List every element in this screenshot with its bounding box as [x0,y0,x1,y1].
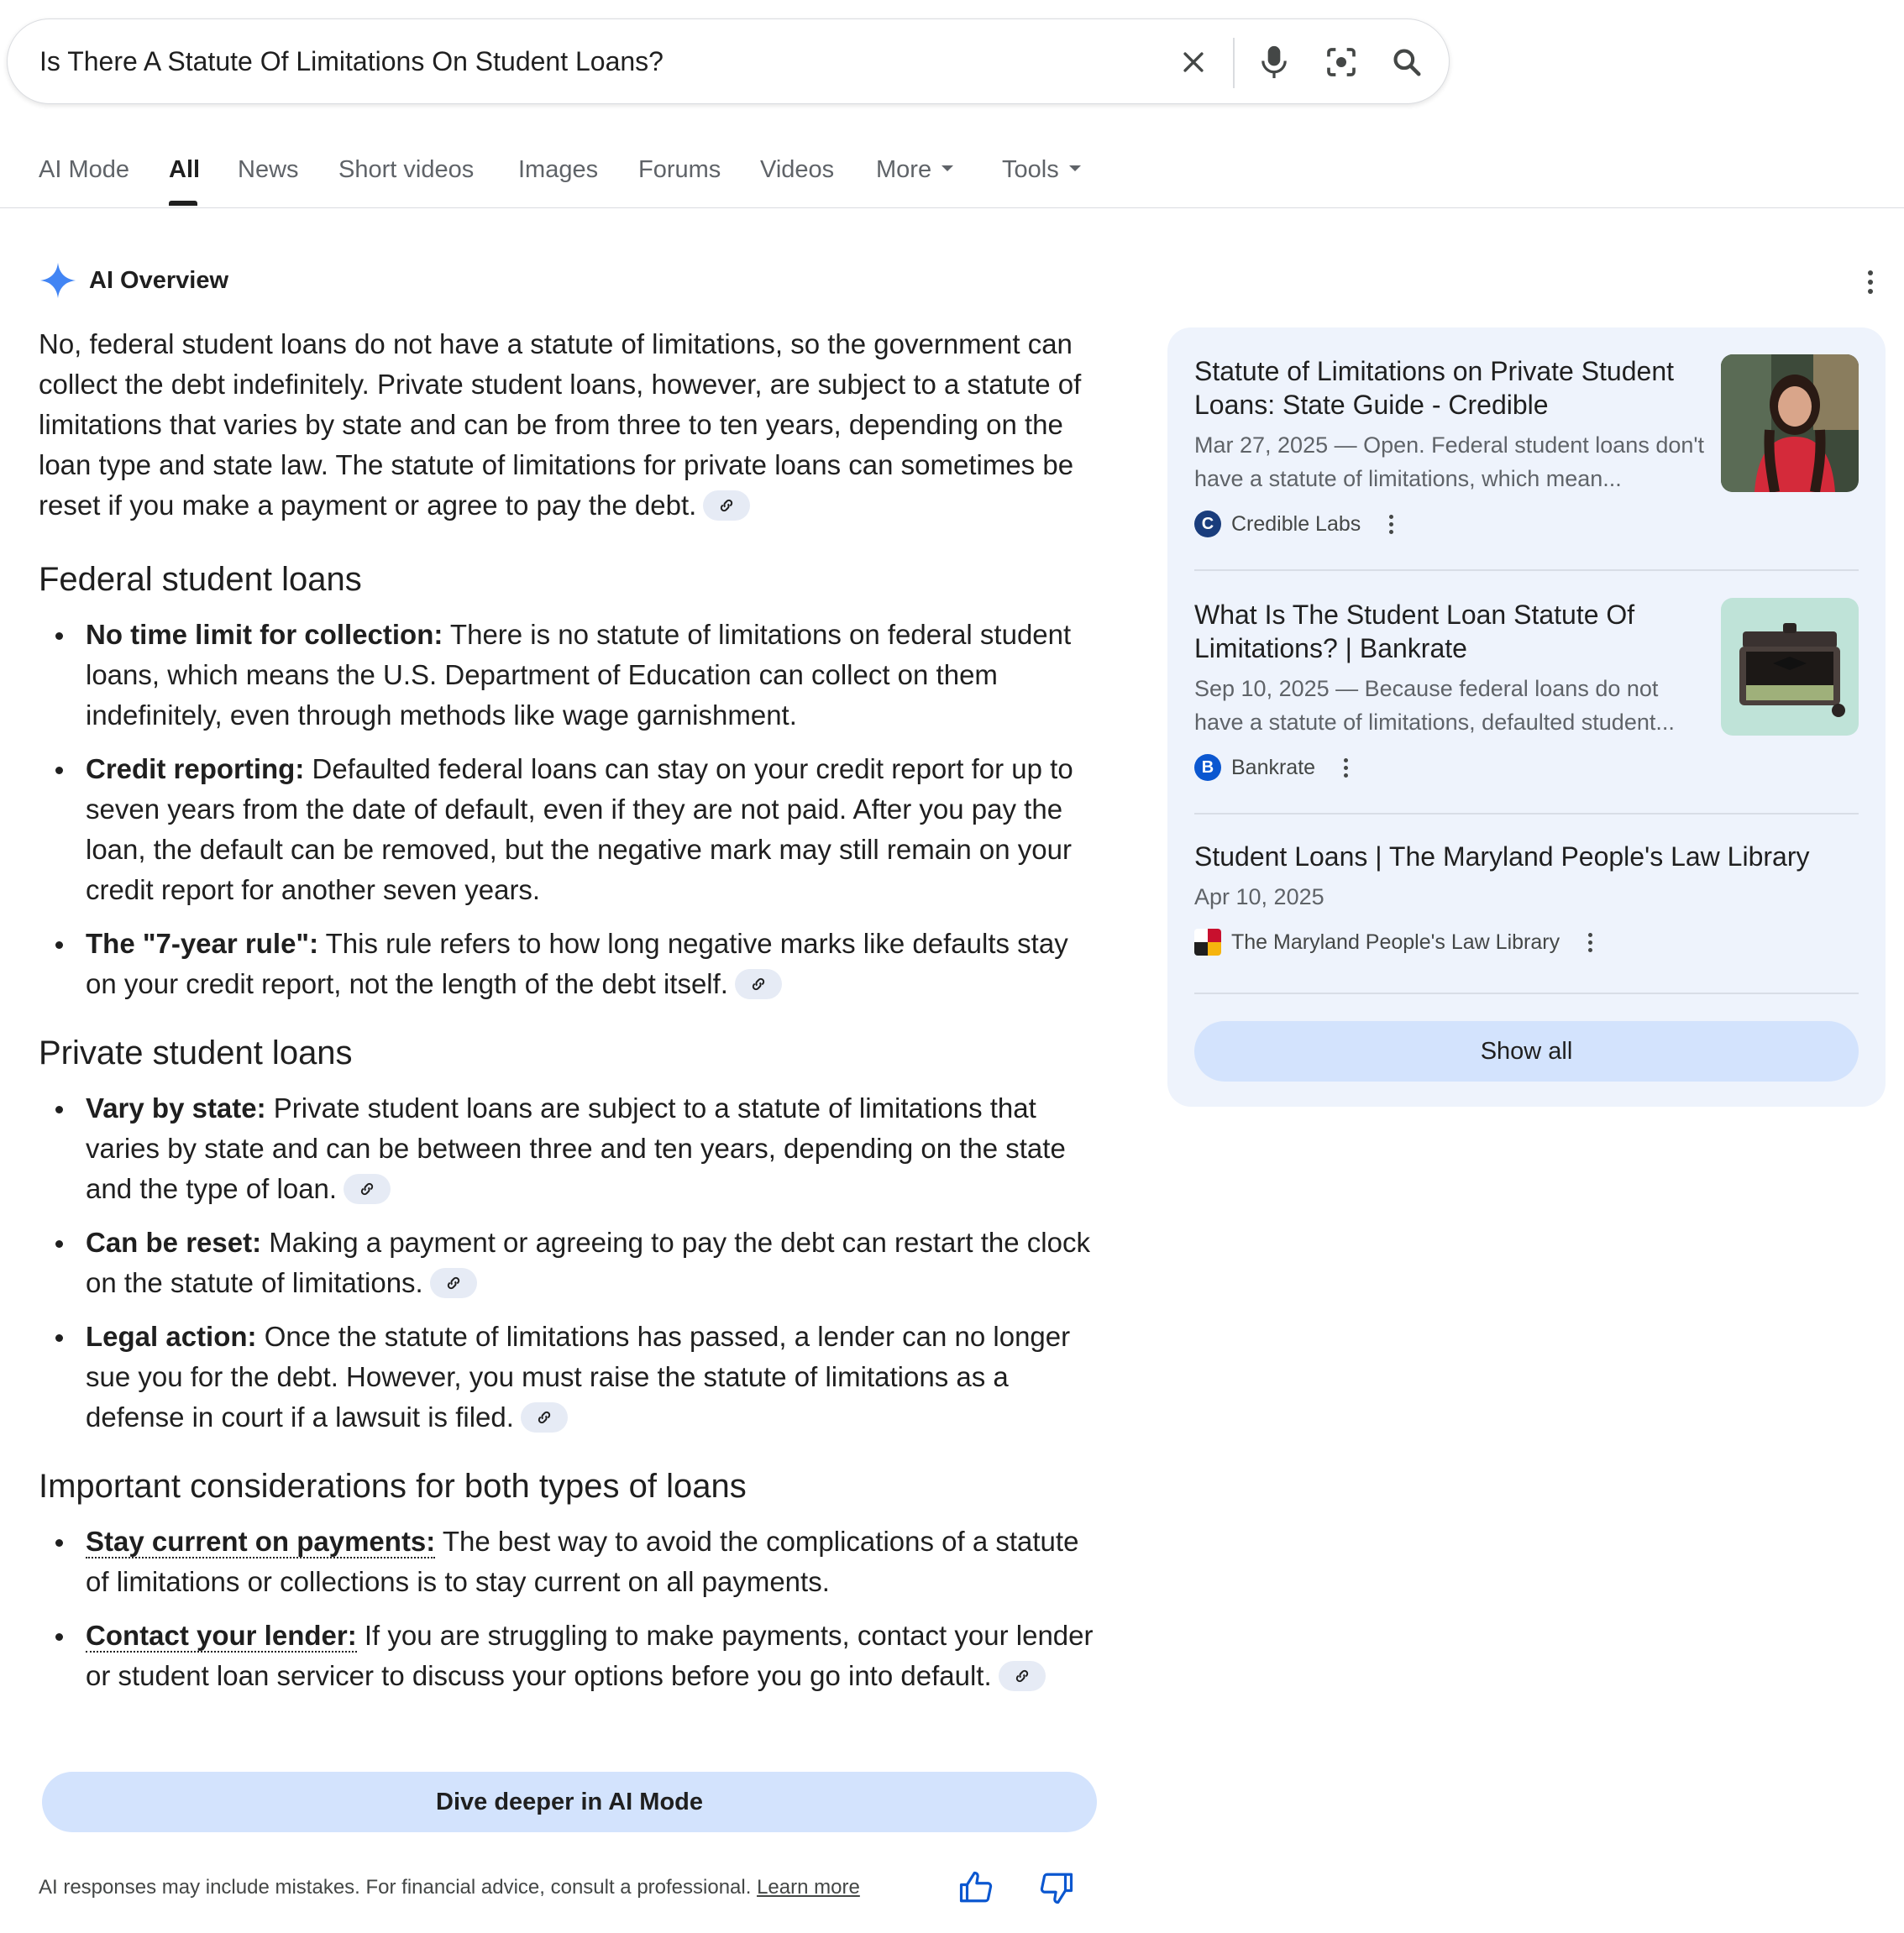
list-item [39,1616,1105,1696]
list-item [39,749,1105,910]
bullet-term: Vary by state: [86,1092,266,1124]
bullet-text: The best way to avoid the complications of a statute of limitations or collections is to stay current on all payments. [86,1526,1079,1597]
tab-all[interactable]: All [169,156,201,183]
citation-link-icon[interactable] [430,1268,477,1298]
section-heading-private: Private student loans [39,1035,353,1071]
tab-short-videos[interactable]: Short videos [338,156,475,183]
list-item [39,1223,1105,1303]
tab-images[interactable]: Images [518,156,599,183]
learn-more-link[interactable]: Learn more [757,1876,860,1899]
source-site-name: Credible Labs [1231,511,1361,536]
source-title[interactable]: Statute of Limitations on Private Student Loans: State Guide - Credible [1194,356,1674,420]
section-heading-considerations: Important considerations for both types of loans [39,1468,747,1505]
bullet-term-link[interactable]: Stay current on payments: [86,1526,436,1557]
search-tabs [0,143,1904,208]
source-description: Apr 10, 2025 [1194,884,1324,909]
bankrate-logo-icon: B [1194,754,1221,781]
citation-link-icon[interactable] [703,490,750,521]
bullet-text: Once the statute of limitations has passed, a lender can no longer sue you for the debt. However, you must raise the statute of limitations as a defense in court if a lawsuit is filed. [86,1321,1071,1433]
source-thumbnail-image[interactable] [1721,354,1859,492]
source-menu-icon[interactable] [1585,930,1596,956]
source-menu-icon[interactable] [1340,755,1351,781]
sources-panel [1167,327,1886,1107]
list-item [39,615,1105,736]
source-title[interactable]: Student Loans | The Maryland People's Law Library [1194,841,1810,872]
ai-overview-header [39,260,228,301]
bullet-term: The "7-year rule": [86,928,319,959]
tab-more-label: More [876,156,932,183]
bullet-text: This rule refers to how long negative marks like defaults stay on your credit report, not the length of the debt itself. [86,928,1068,999]
bullet-term: No time limit for collection: [86,619,443,650]
source-thumbnail-image[interactable] [1721,598,1859,736]
source-divider [1194,993,1859,994]
source-divider [1194,569,1859,571]
bullet-text: There is no statute of limitations on federal student loans, which means the U.S. Department of Education can collect on them indefinitely, even through methods like wage garnishment. [86,619,1072,731]
tab-videos[interactable]: Videos [760,156,835,183]
list-item [39,1522,1105,1602]
private-list [39,1088,1105,1438]
citation-link-icon[interactable] [344,1174,391,1204]
source-meta [1194,929,1859,956]
clear-icon[interactable] [1170,39,1217,86]
search-icon[interactable] [1383,39,1430,86]
considerations-list [39,1522,1105,1696]
source-site-name: The Maryland People's Law Library [1231,930,1560,954]
tab-forums[interactable]: Forums [638,156,721,183]
active-tab-indicator [169,201,197,206]
camera-search-icon[interactable] [1318,39,1365,86]
show-all-button[interactable]: Show all [1194,1021,1859,1082]
ai-overview-content [39,324,1105,1710]
citation-link-icon[interactable] [999,1661,1046,1691]
list-item [39,1317,1105,1438]
source-site-name: Bankrate [1231,755,1316,779]
tab-tools[interactable] [1002,156,1081,184]
search-divider [1233,38,1235,88]
list-item [39,1088,1105,1209]
section-heading-federal: Federal student loans [39,561,362,598]
tools-caret-icon [1069,165,1081,171]
bullet-text: Making a payment or agreeing to pay the debt can restart the clock on the statute of limitations. [86,1227,1090,1298]
source-menu-icon[interactable] [1386,511,1397,537]
source-card-credible[interactable] [1194,354,1859,537]
intro-paragraph [39,324,1105,526]
thumbs-up-icon[interactable] [956,1868,996,1908]
list-item [39,924,1105,1004]
tab-more[interactable] [876,156,953,184]
source-meta [1194,754,1707,781]
maryland-flag-icon [1194,929,1221,956]
bullet-text: Defaulted federal loans can stay on your credit report for up to seven years from the date of default, even if they are not paid. After you pay the loan, the default can be removed, but the negative mark may still remain on your credit report for another seven years. [86,753,1073,905]
gemini-sparkle-icon [39,261,77,300]
citation-link-icon[interactable] [735,969,782,999]
federal-list [39,615,1105,1004]
tab-news[interactable]: News [238,156,299,183]
bullet-text: Private student loans are subject to a statute of limitations that varies by state and can be between three and ten years, depending on the state and the type of loan. [86,1092,1066,1204]
ai-overview-title: AI Overview [89,266,229,294]
ai-overview-menu-icon[interactable] [1858,267,1883,297]
bullet-term: Credit reporting: [86,753,305,784]
intro-text: No, federal student loans do not have a statute of limitations, so the government can collect the debt indefinitely. Private student loans, however, are subject to a statute of limitations that varies by state and can be from three to ten years, depending on the loan type and state law. The statute of limitations for private loans can sometimes be reset if you make a payment or agree to pay the debt. [39,328,1082,521]
tab-tools-label: Tools [1002,156,1059,183]
bullet-term: Can be reset: [86,1227,262,1258]
source-divider [1194,813,1859,815]
citation-link-icon[interactable] [521,1402,568,1433]
source-meta [1194,511,1707,537]
microphone-icon[interactable] [1251,39,1298,86]
source-description: Mar 27, 2025 — Open. Federal student loans don't have a statute of limitations, which mean... [1194,432,1705,491]
bullet-term: Legal action: [86,1321,257,1352]
ai-disclaimer [39,1876,860,1899]
source-card-bankrate[interactable] [1194,598,1859,781]
disclaimer-text: AI responses may include mistakes. For financial advice, consult a professional. [39,1876,752,1899]
source-title[interactable]: What Is The Student Loan Statute Of Limitations? | Bankrate [1194,600,1635,663]
search-bar [7,18,1450,104]
thumbs-down-icon[interactable] [1036,1868,1077,1908]
more-caret-icon [942,165,953,171]
source-card-maryland[interactable] [1194,840,1859,956]
dive-deeper-button[interactable]: Dive deeper in AI Mode [42,1772,1097,1832]
tab-ai-mode[interactable]: AI Mode [39,156,129,183]
credible-logo-icon: C [1194,511,1221,537]
bullet-term-link[interactable]: Contact your lender: [86,1620,357,1651]
search-input[interactable] [39,39,1131,83]
source-description: Sep 10, 2025 — Because federal loans do not have a statute of limitations, defaulted student... [1194,676,1675,735]
bullet-text: If you are struggling to make payments, contact your lender or student loan servicer to discuss your options before you go into default. [86,1620,1094,1691]
